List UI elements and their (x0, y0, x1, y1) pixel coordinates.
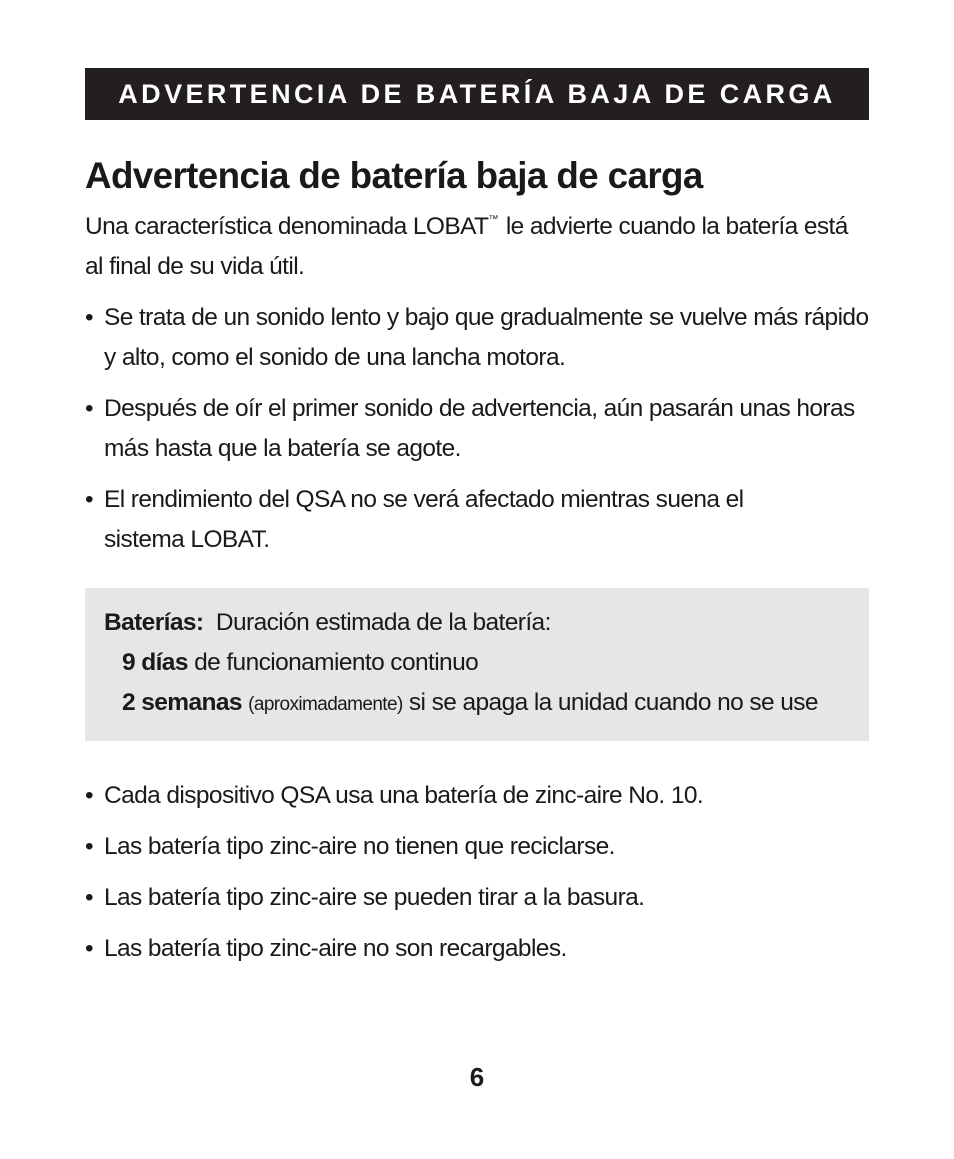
battery-label: Baterías: (104, 609, 204, 636)
battery-facts-list (85, 776, 869, 969)
list-item (85, 827, 869, 867)
battery-label-row (104, 603, 869, 643)
bullet-icon: • (85, 935, 93, 962)
trademark-symbol: ™ (488, 214, 498, 225)
intro-text-start: Una característica denominada LOBAT (85, 213, 489, 240)
list-item-text: El rendimiento del QSA no se verá afectado mientras suena el sistema LOBAT. (104, 486, 744, 553)
battery-facts-section (85, 776, 869, 980)
battery-label-text: Duración estimada de la batería: (215, 609, 551, 636)
battery-continuous-row (104, 643, 869, 683)
list-item-text: Después de oír el primer sonido de advertencia, aún pasarán unas horas más hasta que la batería se agote. (104, 395, 855, 462)
list-item (85, 878, 869, 918)
list-item-text: Las batería tipo zinc-aire no tienen que reciclarse. (104, 833, 615, 860)
continuous-duration: 9 días (122, 649, 188, 676)
list-item-text: Se trata de un sonido lento y bajo que gradualmente se vuelve más rápido y alto, como el sonido de una lancha motora. (104, 304, 869, 371)
lobat-bullet-list (85, 298, 869, 560)
battery-off-row (104, 683, 869, 725)
bullet-icon: • (85, 782, 93, 809)
section-header-title: ADVERTENCIA DE BATERÍA BAJA DE CARGA (118, 78, 836, 109)
battery-info-box (85, 588, 869, 741)
bullet-icon: • (85, 884, 93, 911)
list-item (85, 929, 869, 969)
intro-paragraph (85, 207, 855, 287)
continuous-duration-text: de funcionamiento continuo (194, 649, 479, 676)
subheading: Advertencia de batería baja de carga (85, 155, 703, 196)
list-item-text: Cada dispositivo QSA usa una batería de zinc-aire No. 10. (104, 782, 704, 809)
bullet-icon: • (85, 833, 93, 860)
off-duration-text: si se apaga la unidad cuando no se use (408, 689, 818, 716)
list-item-text: Las batería tipo zinc-aire no son recargables. (104, 935, 567, 962)
list-item (85, 389, 869, 469)
bullet-icon: • (85, 395, 93, 422)
list-item-text: Las batería tipo zinc-aire se pueden tirar a la basura. (104, 884, 645, 911)
list-item (85, 776, 869, 816)
list-item (85, 480, 869, 560)
intro-text-end: le advierte cuando la batería está al final de su vida útil. (85, 213, 848, 280)
bullet-icon: • (85, 304, 93, 331)
page-number: 6 (469, 1062, 485, 1092)
main-content (85, 156, 869, 571)
off-duration: 2 semanas (122, 689, 242, 716)
section-header-bar (85, 68, 869, 120)
bullet-icon: • (85, 486, 93, 513)
off-duration-approx: (aproximadamente) (248, 694, 403, 715)
list-item (85, 298, 869, 378)
